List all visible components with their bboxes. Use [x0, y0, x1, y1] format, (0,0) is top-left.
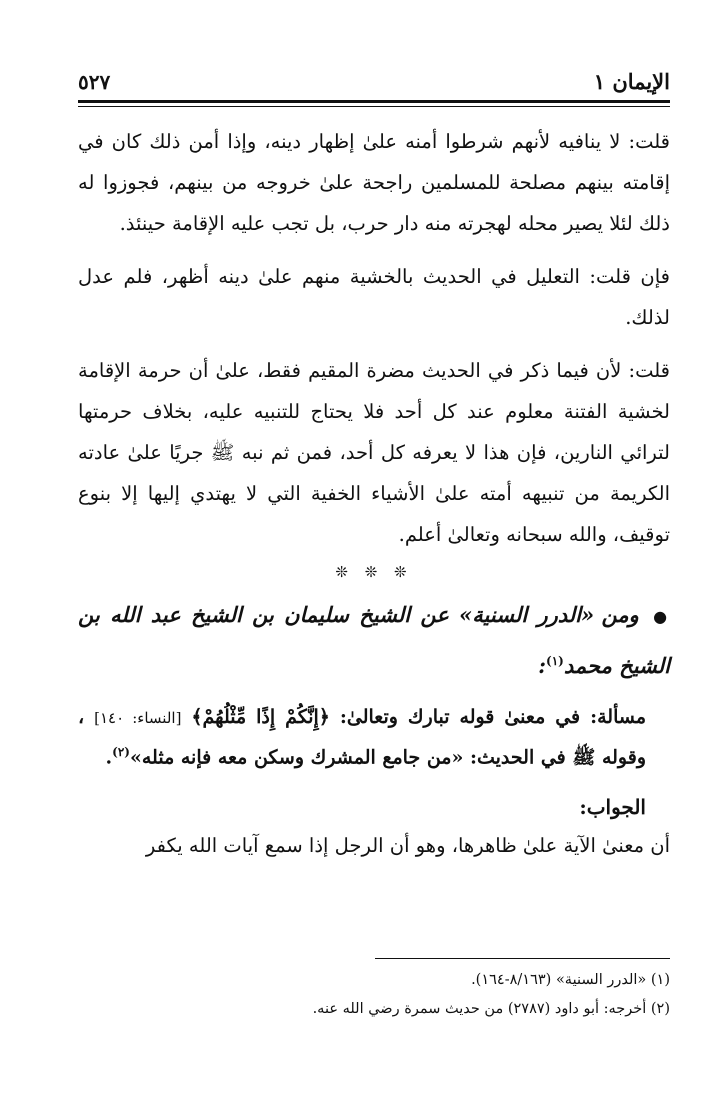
question-block [78, 700, 646, 774]
answer-heading: الجواب: [579, 795, 646, 820]
page-header [78, 58, 670, 94]
question-continuation: ، وقوله ﷺ في الحديث: «من جامع المشرك وسكن معه فإنه مثله» [78, 706, 646, 769]
paragraph-3: قلت: لأن فيما ذكر في الحديث مضرة المقيم فقط، علىٰ أن حرمة الإقامة لخشية الفتنة معلوم عند كل أحد فلا يحتاج للتنبيه عليه، بخلاف حرمتها لترائي النارين، فإن هذا لا يعرفه كل أحد، فمن ثم نبه ﷺ جريًا علىٰ عادته الكريمة من تنبيهه أمته علىٰ الأشياء الخفية التي لا يهتدي إليها إلا بنوع توقيف، والله سبحانه وتعالىٰ أعلم. [78, 359, 670, 546]
footnotes [78, 966, 670, 1024]
question-text: مسألة: في معنىٰ قوله تبارك وتعالىٰ: ﴿إِنَّكُمْ إِذًا مِّثْلُهُمْ﴾ [191, 706, 646, 728]
header-rule-thick [78, 100, 670, 103]
section-separator: ❊ ❊ ❊ [335, 563, 413, 581]
paragraph-1: قلت: لا ينافيه لأنهم شرطوا أمنه علىٰ إظهار دينه، وإذا أمن ذلك كان في إقامته بينهم مصلحة للمسلمين راجحة علىٰ خروجه من بينهم، فجوزوا له ذلك لئلا يصير محله لهجرته منه دار حرب، بل تجب عليه الإقامة حينئذ. [78, 130, 670, 235]
footnote-1: (١) «الدرر السنية» (٨/١٦٣-١٦٤). [471, 972, 670, 988]
section-intro-text: ومن «الدرر السنية» عن الشيخ سليمان بن الشيخ عبد الله بن الشيخ محمد [78, 602, 670, 678]
footnote-divider [375, 958, 670, 959]
question-end: . [105, 746, 113, 769]
verse-reference: [النساء: ١٤٠] [94, 709, 182, 727]
footnote-marker-2[interactable]: (٢) [112, 745, 130, 759]
section-intro [78, 593, 670, 688]
header-rule-thin [78, 106, 670, 107]
answer-text: أن معنىٰ الآية علىٰ ظاهرها، وهو أن الرجل إذا سمع آيات الله يكفر [145, 834, 670, 858]
footnote-2: (٢) أخرجه: أبو داود (٢٧٨٧) من حديث سمرة رضي الله عنه. [312, 1001, 670, 1017]
bullet-icon: ● [653, 607, 671, 626]
page-number: ٥٢٧ [78, 70, 111, 94]
section-intro-colon: : [538, 653, 547, 678]
footnote-marker-1[interactable]: (١) [546, 654, 564, 668]
paragraph-2: فإن قلت: التعليل في الحديث بالخشية منهم علىٰ دينه أظهر، فلم عدل لذلك. [78, 265, 670, 329]
running-title: الإيمان ١ [593, 69, 670, 94]
book-page [78, 58, 671, 1017]
main-text [78, 121, 670, 555]
